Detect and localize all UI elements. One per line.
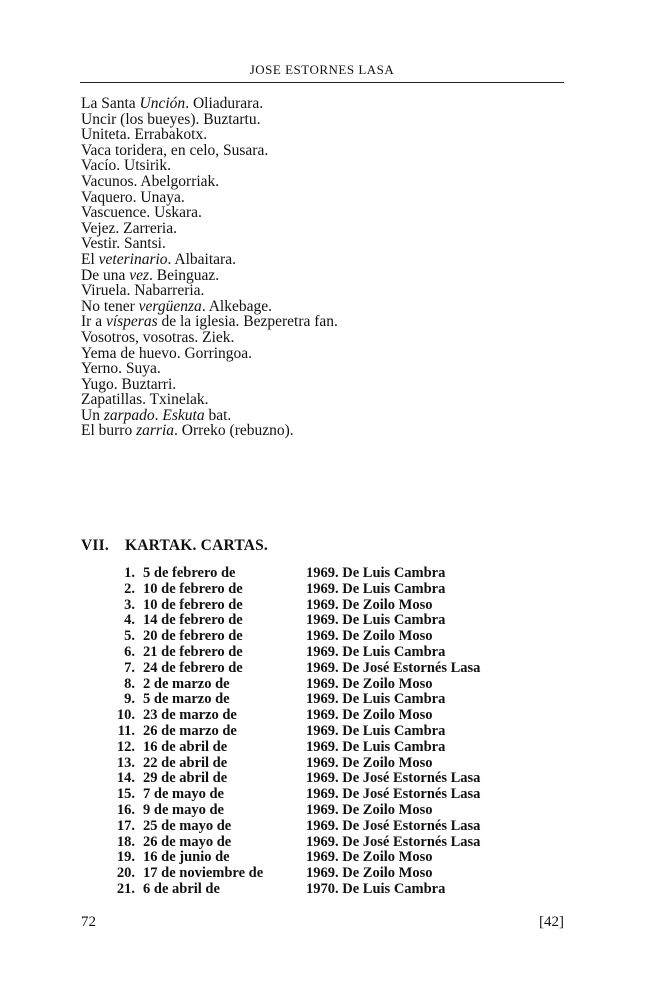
letter-sender: 1969. De Luis Cambra <box>306 612 446 629</box>
letter-date: 16 de abril de <box>143 738 228 755</box>
vocab-line <box>81 392 338 408</box>
letter-number: 14. <box>116 770 135 787</box>
vocabulary-list <box>81 96 338 439</box>
letter-sender: 1969. De Luis Cambra <box>306 565 446 581</box>
vocab-text: De una <box>81 266 130 284</box>
vocab-line <box>81 96 338 112</box>
vocab-line <box>81 346 338 362</box>
letter-number: 4. <box>124 612 135 629</box>
letter-date: 14 de febrero de <box>143 612 243 629</box>
letter-date: 22 de abril de <box>143 754 228 771</box>
vocab-text: El <box>81 250 99 268</box>
bracket-page-number: [42] <box>539 914 564 930</box>
letter-date: 5 de febrero de <box>143 565 236 581</box>
letter-sender: 1969. De José Estornés Lasa <box>306 833 481 850</box>
section-title: KARTAK. CARTAS. <box>125 537 268 554</box>
vocab-text: . Beinguaz. <box>149 266 220 284</box>
letter-date: 25 de mayo de <box>143 817 232 834</box>
vocab-line <box>81 408 338 424</box>
running-title: JOSE ESTORNES LASA <box>249 62 395 77</box>
vocab-line <box>81 158 338 174</box>
vocab-text: Vascuence. Uskara. <box>81 204 202 222</box>
vocab-text: . Orreko (rebuzno). <box>174 422 294 440</box>
vocab-text: La Santa <box>81 95 140 112</box>
vocab-italic-term: veterinario <box>98 250 168 268</box>
vocab-text: . <box>154 406 163 424</box>
vocab-text: Un <box>81 406 104 424</box>
letter-sender: 1969. De Luis Cambra <box>306 738 446 755</box>
letter-number: 10. <box>116 707 135 724</box>
letter-sender: 1969. De José Estornés Lasa <box>306 786 481 803</box>
letter-number: 1. <box>124 565 135 581</box>
letter-date: 6 de abril de <box>143 880 220 897</box>
letter-sender: 1969. De Zoilo Moso <box>306 801 433 818</box>
section-heading <box>81 537 268 555</box>
vocab-line <box>81 314 338 330</box>
vocab-text: Vaca toridera, en celo, Susara. <box>81 141 269 159</box>
letter-date: 20 de febrero de <box>143 628 243 645</box>
vocab-line <box>81 268 338 284</box>
vocab-italic-term: vez <box>129 266 149 284</box>
vocab-line <box>81 174 338 190</box>
letter-date: 7 de mayo de <box>143 786 224 803</box>
vocab-text: Vestir. Santsi. <box>81 235 166 253</box>
vocab-text: Vacunos. Abelgorriak. <box>81 172 220 190</box>
vocab-line <box>81 252 338 268</box>
letter-date: 9 de mayo de <box>143 801 224 818</box>
vocab-line <box>81 112 338 128</box>
letter-number: 7. <box>124 659 135 676</box>
letter-date: 10 de febrero de <box>143 596 243 613</box>
letter-date: 2 de marzo de <box>143 675 230 692</box>
vocab-italic-term: vergüenza <box>138 297 202 315</box>
letter-sender: 1969. De Luis Cambra <box>306 722 446 739</box>
letter-date: 29 de abril de <box>143 770 228 787</box>
letter-number: 15. <box>116 786 135 803</box>
letter-sender: 1969. De José Estornés Lasa <box>306 770 481 787</box>
vocab-text: . Alkebage. <box>201 297 272 315</box>
letter-sender: 1969. De Zoilo Moso <box>306 596 433 613</box>
vocab-text: Yerno. Suya. <box>81 360 161 378</box>
vocab-line <box>81 205 338 221</box>
vocab-italic-term: vísperas <box>105 313 158 331</box>
letter-date: 24 de febrero de <box>143 659 243 676</box>
vocab-text: Uniteta. Errabakotx. <box>81 126 208 144</box>
letter-sender: 1969. De Zoilo Moso <box>306 849 433 866</box>
letter-number: 6. <box>124 643 135 660</box>
vocab-italic-term: Eskuta <box>162 406 205 424</box>
vocab-line <box>81 423 338 439</box>
running-header <box>80 62 564 83</box>
vocab-line <box>81 127 338 143</box>
letter-sender: 1969. De Luis Cambra <box>306 643 446 660</box>
letter-sender: 1969. De Zoilo Moso <box>306 865 433 882</box>
letter-sender: 1969. De José Estornés Lasa <box>306 659 481 676</box>
vocab-text: Yugo. Buztarri. <box>81 375 177 393</box>
letter-number: 16. <box>116 801 135 818</box>
vocab-text: de la iglesia. Bezperetra fan. <box>157 313 338 331</box>
letter-number: 17. <box>116 817 135 834</box>
vocab-italic-term: Unción <box>139 95 186 112</box>
letter-number: 3. <box>124 596 135 613</box>
vocab-text: . Oliadurara. <box>185 95 264 112</box>
letter-date: 5 de marzo de <box>143 691 230 708</box>
letter-sender: 1969. De Luis Cambra <box>306 691 446 708</box>
letter-number: 19. <box>116 849 135 866</box>
vocab-text: Vacío. Utsirik. <box>81 157 171 175</box>
vocab-line <box>81 143 338 159</box>
page-number: 72 <box>81 914 96 930</box>
letter-date: 23 de marzo de <box>143 707 237 724</box>
letter-number: 20. <box>116 865 135 882</box>
letter-number: 21. <box>116 880 135 897</box>
vocab-text: Zapatillas. Txinelak. <box>81 391 209 409</box>
vocab-text: Yema de huevo. Gorringoa. <box>81 344 253 362</box>
letter-date: 16 de junio de <box>143 849 230 866</box>
letter-number: 2. <box>124 580 135 597</box>
letter-sender: 1969. De Zoilo Moso <box>306 754 433 771</box>
vocab-line <box>81 236 338 252</box>
vocab-line <box>81 361 338 377</box>
vocab-line <box>81 330 338 346</box>
letter-sender: 1969. De Luis Cambra <box>306 580 446 597</box>
vocab-line <box>81 299 338 315</box>
letter-sender: 1969. De José Estornés Lasa <box>306 817 481 834</box>
vocab-text: . Albaitara. <box>167 250 236 268</box>
letter-number: 9. <box>124 691 135 708</box>
letter-number: 12. <box>116 738 135 755</box>
letter-number: 8. <box>124 675 135 692</box>
vocab-line <box>81 377 338 393</box>
vocab-line <box>81 221 338 237</box>
letter-sender: 1969. De Zoilo Moso <box>306 707 433 724</box>
vocab-text: No tener <box>81 297 139 315</box>
letter-date: 10 de febrero de <box>143 580 243 597</box>
letter-date: 21 de febrero de <box>143 643 243 660</box>
vocab-text: Ir a <box>81 313 106 331</box>
letter-date: 17 de noviembre de <box>143 865 264 882</box>
letter-number: 18. <box>116 833 135 850</box>
letter-sender: 1970. De Luis Cambra <box>306 880 446 897</box>
letter-sender: 1969. De Zoilo Moso <box>306 675 433 692</box>
letter-sender: 1969. De Zoilo Moso <box>306 628 433 645</box>
section-number: VII. <box>81 537 109 554</box>
letter-number: 13. <box>116 754 135 771</box>
letter-date: 26 de marzo de <box>143 722 237 739</box>
vocab-text: Vaquero. Unaya. <box>81 188 185 206</box>
vocab-italic-term: zarpado <box>103 406 155 424</box>
vocab-line <box>81 190 338 206</box>
letter-number: 11. <box>117 722 135 739</box>
vocab-text: Vosotros, vosotras. Ziek. <box>81 328 235 346</box>
vocab-text: Vejez. Zarreria. <box>81 219 177 237</box>
vocab-text: El burro <box>81 422 137 440</box>
vocab-text: Uncir (los bueyes). Buztartu. <box>81 110 261 128</box>
letter-date: 26 de mayo de <box>143 833 232 850</box>
vocab-text: bat. <box>204 406 232 424</box>
vocab-line <box>81 283 338 299</box>
vocab-text: Viruela. Nabarreria. <box>81 282 205 300</box>
vocab-italic-term: zarria <box>136 422 175 440</box>
letter-number: 5. <box>124 628 135 645</box>
